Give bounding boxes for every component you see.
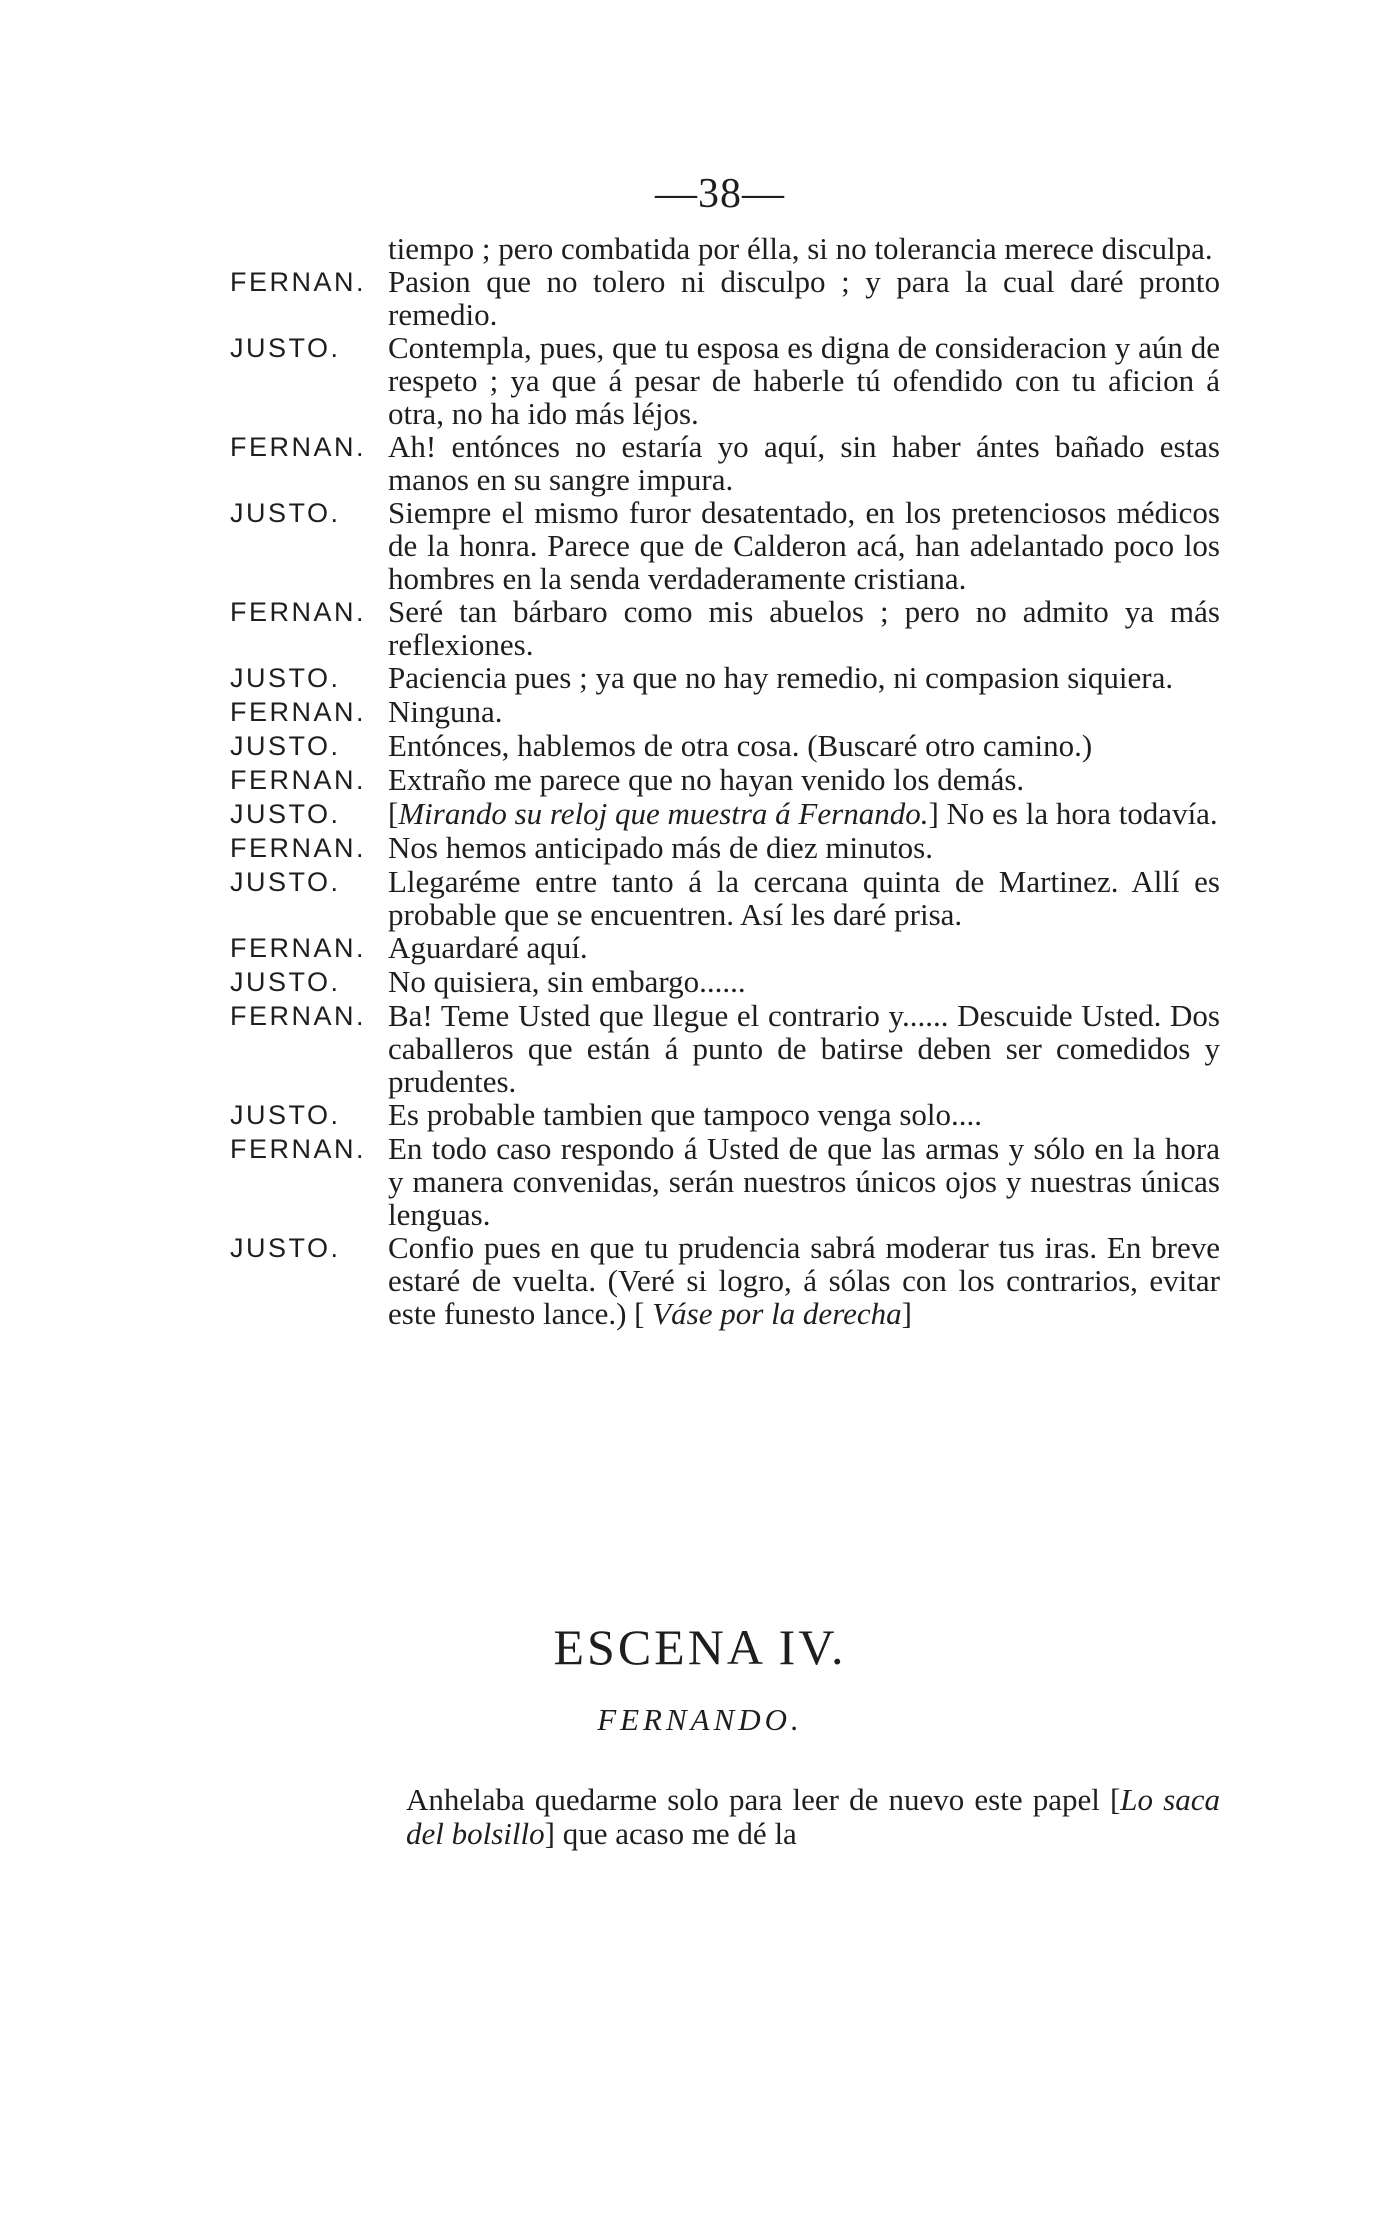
speaker-label: FERNAN. bbox=[230, 765, 367, 795]
dialogue-entry bbox=[230, 931, 1220, 965]
stage-direction: Váse por la derecha bbox=[652, 1296, 902, 1331]
speech-text: Seré tan bárbaro como mis abuelos ; pero no admito ya más reflexiones. bbox=[388, 594, 1220, 662]
dialogue-entry bbox=[230, 831, 1220, 865]
speaker-label: FERNAN. bbox=[230, 833, 367, 863]
speaker-label: FERNAN. bbox=[230, 1134, 367, 1164]
stage-direction: Mirando su reloj que muestra á Fernando. bbox=[398, 796, 929, 831]
speaker-label bbox=[230, 232, 388, 233]
speaker-label: JUSTO. bbox=[230, 1233, 341, 1263]
speaker-label: JUSTO. bbox=[230, 731, 341, 761]
speech-text: Paciencia pues ; ya que no hay remedio, ni compasion siquiera. bbox=[388, 660, 1174, 695]
dialogue-entry bbox=[230, 430, 1220, 496]
dialogue-entry bbox=[230, 965, 1220, 999]
speech-text: Ninguna. bbox=[388, 694, 503, 729]
speech-text: Ba! Teme Usted que llegue el contrario y...... Descuide Usted. Dos caballeros que están á punto de batirse deben ser comedidos y prudentes. bbox=[388, 998, 1220, 1099]
speaker-label: FERNAN. bbox=[230, 1001, 367, 1031]
speaker-label: FERNAN. bbox=[230, 597, 367, 627]
speaker-label: JUSTO. bbox=[230, 333, 341, 363]
speech-text: Siempre el mismo furor desatentado, en los pretenciosos médicos de la honra. Parece que de Calderon acá, han adelantado poco los hombres en la senda verdaderamente cristiana. bbox=[388, 495, 1220, 596]
dialogue-entry bbox=[230, 232, 1220, 265]
dialogue-entry bbox=[230, 695, 1220, 729]
speech-text: [Mirando su reloj que muestra á Fernando.] No es la hora todavía. bbox=[388, 796, 1218, 831]
speaker-label: FERNAN. bbox=[230, 267, 367, 297]
speaker-label: FERNAN. bbox=[230, 432, 367, 462]
speech-text: Pasion que no tolero ni disculpo ; y para la cual daré pronto remedio. bbox=[388, 264, 1220, 332]
speech-text: Nos hemos anticipado más de diez minutos. bbox=[388, 830, 933, 865]
dialogue-entry bbox=[230, 1132, 1220, 1231]
speaker-label: FERNAN. bbox=[230, 933, 367, 963]
speaker-label: JUSTO. bbox=[230, 799, 341, 829]
dialogue bbox=[230, 232, 1220, 1330]
speech-text: No quisiera, sin embargo...... bbox=[388, 964, 746, 999]
speech-text: Es probable tambien que tampoco venga solo.... bbox=[388, 1097, 983, 1132]
dialogue-entry bbox=[230, 797, 1220, 831]
speech-text: En todo caso respondo á Usted de que las armas y sólo en la hora y manera convenidas, serán nuestros únicos ojos y nuestras únicas lenguas. bbox=[388, 1131, 1220, 1232]
speaker-label: JUSTO. bbox=[230, 498, 341, 528]
speech-text: Contempla, pues, que tu esposa es digna de consideracion y aún de respeto ; ya que á pesar de haberle tú ofendido con tu aficion á otra, no ha ido más léjos. bbox=[388, 330, 1220, 431]
speaker-label: JUSTO. bbox=[230, 1100, 341, 1130]
speaker-label: FERNAN. bbox=[230, 697, 367, 727]
dialogue-entry bbox=[230, 595, 1220, 661]
dialogue-entry bbox=[230, 265, 1220, 331]
dialogue-entry bbox=[230, 1231, 1220, 1330]
speech-text: Aguardaré aquí. bbox=[388, 930, 588, 965]
scene-title: ESCENA IV. bbox=[553, 1619, 847, 1675]
dialogue-entry bbox=[230, 1098, 1220, 1132]
dialogue-entry bbox=[230, 763, 1220, 797]
speech-text: Ah! entónces no estaría yo aquí, sin haber ántes bañado estas manos en su sangre impura. bbox=[388, 429, 1220, 497]
speech-text: Extraño me parece que no hayan venido los demás. bbox=[388, 762, 1025, 797]
dialogue-entry bbox=[230, 999, 1220, 1098]
speaker-label: JUSTO. bbox=[230, 663, 341, 693]
page-number: —38— bbox=[655, 171, 785, 217]
speech-text: tiempo ; pero combatida por élla, si no tolerancia merece disculpa. bbox=[388, 231, 1213, 266]
speech-text: Confio pues en que tu prudencia sabrá moderar tus iras. En breve estaré de vuelta. (Veré si logro, á sólas con los contrarios, evitar este funesto lance.) [ Váse por la derecha] bbox=[388, 1230, 1220, 1331]
stage-direction: Lo saca del bolsillo bbox=[406, 1782, 1220, 1851]
speaker-label: JUSTO. bbox=[230, 967, 341, 997]
monologue-paragraph: Anhelaba quedarme solo para leer de nuevo este papel [Lo saca del bolsillo] que acaso me dé la bbox=[406, 1782, 1220, 1851]
speech-text: Entónces, hablemos de otra cosa. (Buscaré otro camino.) bbox=[388, 728, 1093, 763]
dialogue-entry bbox=[230, 661, 1220, 695]
dialogue-entry bbox=[230, 865, 1220, 931]
dialogue-entry bbox=[230, 496, 1220, 595]
dialogue-entry bbox=[230, 729, 1220, 763]
dialogue-entry bbox=[230, 331, 1220, 430]
speech-text: Llegaréme entre tanto á la cercana quinta de Martinez. Allí es probable que se encuentren. Así les daré prisa. bbox=[388, 864, 1220, 932]
speaker-label: JUSTO. bbox=[230, 867, 341, 897]
scene-character: FERNANDO. bbox=[597, 1702, 803, 1737]
